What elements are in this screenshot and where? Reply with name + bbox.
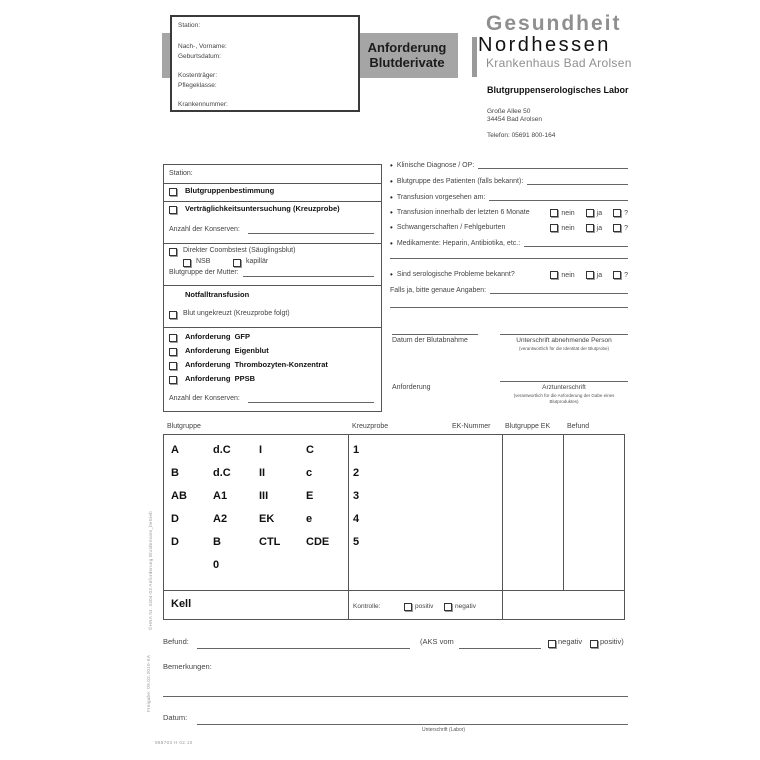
- lab-address2: 34454 Bad Arolsen: [487, 116, 542, 123]
- befund-label: Befund:: [163, 637, 189, 646]
- checkbox-anforderung-thrombozyten[interactable]: [169, 362, 177, 370]
- fill-line[interactable]: [197, 647, 410, 649]
- logo-line1: Gesundheit: [486, 12, 622, 35]
- angaben-label: Falls ja, bitte genaue Angaben:: [390, 287, 487, 294]
- nein-label: nein: [561, 209, 575, 217]
- row-serologisch: [390, 271, 628, 279]
- fill-line[interactable]: [248, 401, 374, 403]
- checkbox-schwanger-unbekannt[interactable]: [613, 224, 621, 232]
- divider: [164, 327, 381, 328]
- grid-cell: D: [171, 536, 179, 548]
- unbekannt-label: ?: [624, 224, 628, 232]
- grid-cell: A: [171, 444, 179, 456]
- bullet-icon: •: [390, 177, 393, 187]
- fill-line[interactable]: [489, 199, 628, 201]
- table-header-ek-nummer: EK-Nummer: [452, 423, 491, 430]
- lab-name: Blutgruppenserologisches Labor: [487, 85, 629, 95]
- checkbox-serologisch-ja[interactable]: [586, 271, 594, 279]
- row-transfusion-am: [390, 194, 628, 202]
- unterschrift-labor-label: Unterschrift (Labor): [422, 727, 466, 733]
- kreuzprobe-number: 5: [353, 536, 360, 548]
- bullet-icon: •: [390, 239, 393, 249]
- fill-line[interactable]: [490, 292, 628, 294]
- grid-cell: E: [306, 490, 314, 502]
- form-title-line1: Anforderung: [367, 40, 447, 55]
- lab-phone: Telefon: 05691 800-164: [487, 132, 556, 139]
- checkbox-transfusion-unbekannt[interactable]: [613, 209, 621, 217]
- signature-line[interactable]: [392, 333, 478, 335]
- aks-negativ-label: negativ: [558, 637, 583, 646]
- divider: [164, 285, 381, 286]
- anzahl-konserven-label-2: Anzahl der Konserven:: [169, 395, 240, 402]
- fill-line[interactable]: [459, 647, 541, 649]
- fill-line[interactable]: [524, 245, 628, 247]
- table-header-befund: Befund: [567, 423, 590, 430]
- table-header-blutgruppe-ek: Blutgruppe EK: [505, 423, 551, 430]
- table-header-blutgruppe: Blutgruppe: [167, 423, 201, 430]
- fill-line[interactable]: [243, 275, 374, 277]
- transfusion-6monate-label: Transfusion innerhalb der letzten 6 Monate: [396, 209, 530, 216]
- unterschrift-person-sub: (verantwortlich für die Identität der Blutprobe): [518, 346, 610, 351]
- checkbox-coombs[interactable]: [169, 248, 177, 256]
- bullet-icon: •: [390, 270, 393, 280]
- grid-cell: EK: [259, 513, 275, 525]
- grid-cell: C: [306, 444, 314, 456]
- fill-line[interactable]: [390, 306, 628, 308]
- grid-cell: D: [171, 513, 179, 525]
- kontrolle-positiv-label: positiv: [415, 603, 434, 610]
- checkbox-vertraeglichkeit[interactable]: [169, 206, 177, 214]
- unbekannt-label: ?: [624, 271, 628, 279]
- medikamente-label: Medikamente: Heparin, Antibiotika, etc.:: [396, 240, 521, 247]
- mutter-label: Blutgruppe der Mutter:: [169, 269, 239, 276]
- grid-cell: III: [259, 490, 269, 502]
- blutgruppenbestimmung-label: Blutgruppenbestimmung: [185, 186, 275, 195]
- logo-line3: Krankenhaus Bad Arolsen: [486, 56, 632, 70]
- kontrolle-label: Kontrolle:: [353, 603, 381, 610]
- checkbox-transfusion-nein[interactable]: [550, 209, 558, 217]
- form-title: [357, 40, 457, 70]
- unbekannt-label: ?: [624, 209, 628, 217]
- divider: [164, 183, 381, 184]
- blutgruppe-label: Blutgruppe des Patienten (falls bekannt):: [396, 178, 524, 185]
- grid-cell: B: [171, 467, 179, 479]
- patient-care-class-label: Pflegeklasse:: [178, 82, 217, 89]
- anforderung-eigenblut-label: Anforderung Eigenblut: [185, 346, 269, 355]
- grid-cell: AB: [171, 490, 187, 502]
- form-code: 988703 H 02.10: [155, 740, 193, 745]
- grid-cell: d.C: [213, 444, 231, 456]
- fill-line[interactable]: [248, 232, 374, 234]
- kreuzprobe-number: 4: [353, 513, 360, 525]
- nsb-label: NSB: [196, 258, 211, 265]
- patient-record-no-label: Krankennummer:: [178, 101, 228, 108]
- nein-label: nein: [561, 224, 575, 232]
- nein-label: nein: [561, 271, 575, 279]
- grid-cell: I: [259, 444, 263, 456]
- patient-station-label: Station:: [178, 22, 201, 29]
- checkbox-aks-positiv[interactable]: [590, 640, 598, 648]
- ja-label: ja: [596, 209, 603, 217]
- row-transfusion-6monate: [390, 209, 628, 217]
- checkbox-transfusion-ja[interactable]: [586, 209, 594, 217]
- table-vline: [348, 435, 349, 619]
- aks-positiv-label: positiv): [600, 637, 624, 646]
- section-divider-line: [390, 257, 628, 259]
- grid-cell: 0: [213, 559, 220, 571]
- checkbox-schwanger-ja[interactable]: [586, 224, 594, 232]
- table-header-kreuzprobe: Kreuzprobe: [352, 423, 389, 430]
- bullet-icon: •: [390, 223, 393, 233]
- table-hline: [164, 590, 624, 591]
- checkbox-kapillaer[interactable]: [233, 259, 241, 267]
- ja-label: ja: [596, 271, 603, 279]
- patient-payer-label: Kostenträger:: [178, 72, 218, 79]
- transfusion-am-label: Transfusion vorgesehen am:: [396, 194, 486, 201]
- serologisch-label: Sind serologische Probleme bekannt?: [396, 271, 515, 278]
- station-label: Station:: [169, 170, 193, 177]
- grid-cell: d.C: [213, 467, 231, 479]
- anforderung-ppsb-label: Anforderung PPSB: [185, 374, 256, 383]
- vertraeglichkeit-label: Verträglichkeitsuntersuchung (Kreuzprobe): [185, 204, 340, 213]
- grid-cell: CDE: [306, 536, 330, 548]
- grid-cell: II: [259, 467, 266, 479]
- grid-cell: A2: [213, 513, 228, 525]
- checkbox-serologisch-unbekannt[interactable]: [613, 271, 621, 279]
- diagnose-label: Klinische Diagnose / OP:: [396, 162, 475, 169]
- fill-line[interactable]: [163, 695, 628, 697]
- kreuzprobe-number: 3: [353, 490, 360, 502]
- margin-note-release: Freigabe: 09.02.2010-KA: [146, 654, 151, 712]
- anforderung-gfp-label: Anforderung GFP: [185, 332, 250, 341]
- checkbox-anforderung-ppsb[interactable]: [169, 376, 177, 384]
- fill-line[interactable]: [527, 183, 628, 185]
- arztunterschrift-sub: (verantwortlich für die Anforderung der Gabe eines Blutproduktes): [513, 393, 615, 404]
- row-diagnose: [390, 162, 628, 170]
- fill-line[interactable]: [197, 723, 628, 725]
- anforderung-label: Anforderung: [392, 384, 431, 391]
- ja-label: ja: [596, 224, 603, 232]
- row-schwangerschaften: [390, 224, 628, 232]
- anforderung-thrombozyten-label: Anforderung Thrombozyten-Konzentrat: [185, 360, 328, 369]
- datum-blutabnahme-label: Datum der Blutabnahme: [392, 337, 468, 344]
- bullet-icon: •: [390, 161, 393, 171]
- row-medikamente: [390, 240, 628, 248]
- datum-label: Datum:: [163, 713, 188, 722]
- checkbox-nsb[interactable]: [183, 259, 191, 267]
- checkbox-ungekreuzt[interactable]: [169, 311, 177, 319]
- checkbox-kontrolle-positiv[interactable]: [404, 603, 412, 611]
- schwangerschaften-label: Schwangerschaften / Fehlgeburten: [396, 224, 506, 231]
- checkbox-aks-negativ[interactable]: [548, 640, 556, 648]
- patient-birthdate-label: Geburtsdatum:: [178, 53, 221, 60]
- grid-cell: B: [213, 536, 221, 548]
- kreuzprobe-number: 2: [353, 467, 360, 479]
- kontrolle-negativ-label: negativ: [455, 603, 476, 610]
- aks-prefix-label: (AKS vom: [420, 637, 454, 646]
- table-vline: [502, 435, 503, 619]
- grid-cell: A1: [213, 490, 228, 502]
- patient-label-box: [170, 15, 360, 112]
- checkbox-kontrolle-negativ[interactable]: [444, 603, 452, 611]
- ungekreuzt-label: Blut ungekreuzt (Kreuzprobe folgt): [183, 310, 290, 317]
- logo-bar: [472, 37, 477, 77]
- bemerkungen-label: Bemerkungen:: [163, 662, 212, 671]
- patient-name-label: Nach-, Vorname:: [178, 43, 227, 50]
- grid-cell: CTL: [259, 536, 281, 548]
- grid-cell: e: [306, 513, 313, 525]
- coombs-label: Direkter Coombstest (Säuglingsblut): [183, 247, 296, 254]
- divider: [164, 201, 381, 202]
- signature-line[interactable]: [500, 380, 628, 382]
- checkbox-schwanger-nein[interactable]: [550, 224, 558, 232]
- logo-line2: Nordhessen: [478, 34, 611, 56]
- kell-label: Kell: [171, 598, 192, 610]
- form-title-line2: Blutderivate: [369, 55, 445, 70]
- anzahl-konserven-label: Anzahl der Konserven:: [169, 226, 240, 233]
- divider: [164, 243, 381, 244]
- signature-line[interactable]: [500, 333, 628, 335]
- kreuzprobe-number: 1: [353, 444, 360, 456]
- lab-address1: Große Allee 50: [487, 108, 531, 115]
- checkbox-serologisch-nein[interactable]: [550, 271, 558, 279]
- checkbox-blutgruppenbestimmung[interactable]: [169, 188, 177, 196]
- checkbox-anforderung-gfp[interactable]: [169, 334, 177, 342]
- bullet-icon: •: [390, 208, 393, 218]
- arztunterschrift-label: Arztunterschrift: [542, 384, 586, 391]
- request-options-box: [163, 164, 382, 412]
- blood-group-table: [163, 434, 625, 620]
- bullet-icon: •: [390, 193, 393, 203]
- notfall-header: Notfalltransfusion: [185, 290, 250, 299]
- unterschrift-person-label: Unterschrift abnehmende Person: [516, 337, 612, 344]
- kapillaer-label: kapillär: [246, 258, 269, 265]
- row-blutgruppe: [390, 178, 628, 186]
- checkbox-anforderung-eigenblut[interactable]: [169, 348, 177, 356]
- row-angaben: [390, 287, 628, 295]
- table-vline: [563, 435, 564, 590]
- margin-note-table-side: ©HNA Nr. 3404-03 Anforderung Blutderivate_betrieb: [148, 510, 153, 630]
- grid-cell: c: [306, 467, 313, 479]
- fill-line[interactable]: [478, 167, 628, 169]
